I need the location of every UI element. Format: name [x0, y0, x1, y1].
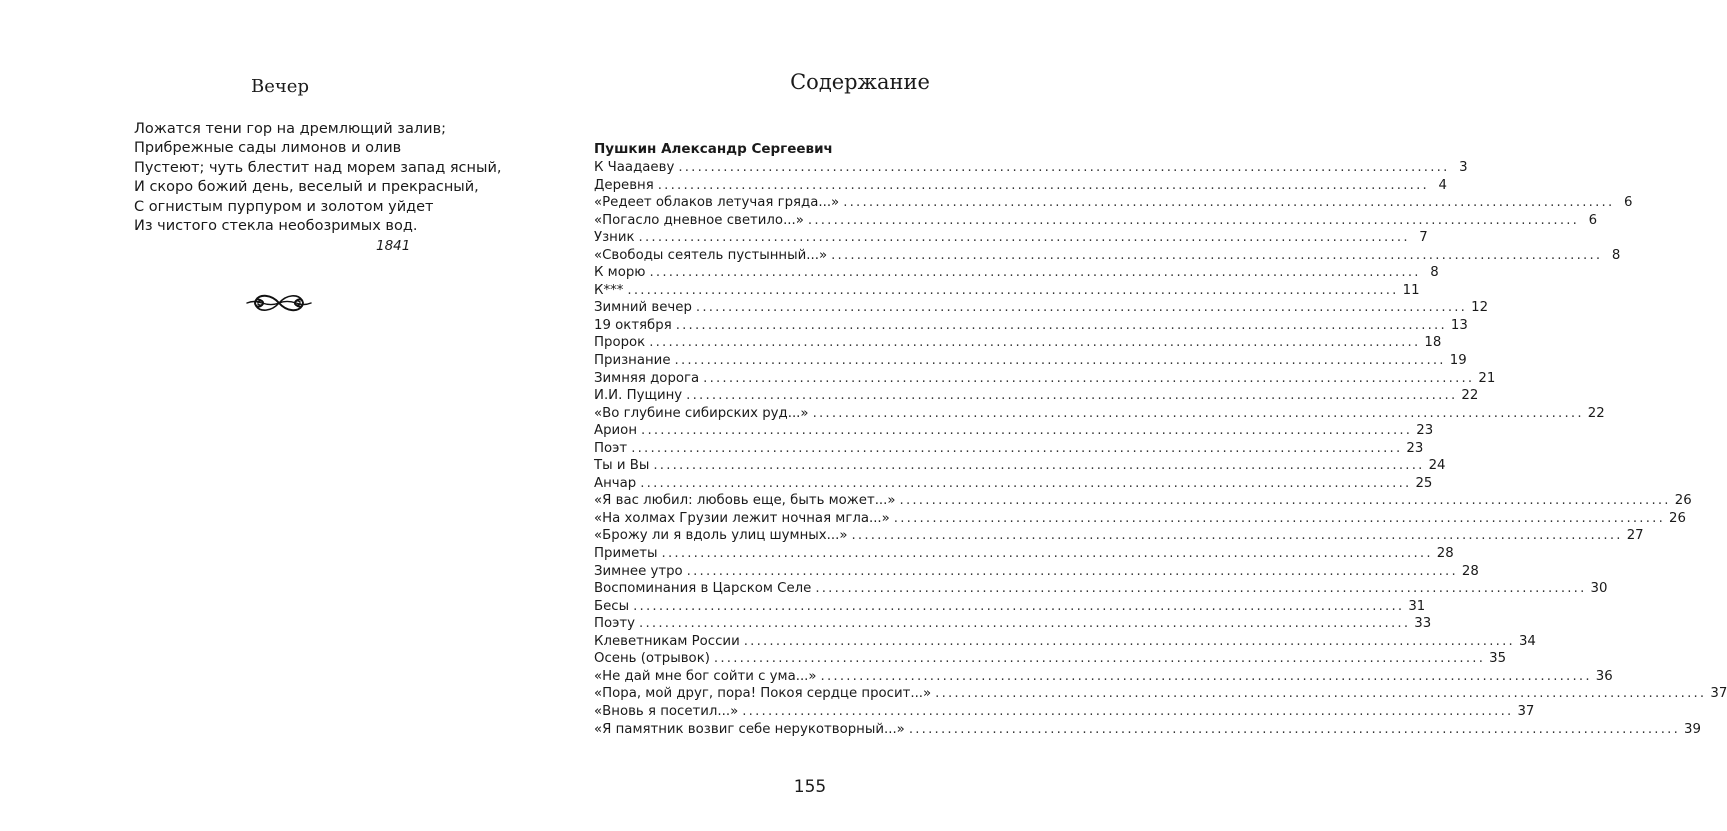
toc-dot-leader: ........................................................................................................................	[657, 177, 1429, 193]
toc-entry-page: 12	[1471, 300, 1489, 316]
toc-entry-title: «Свободы сеятель пустынный...»	[594, 247, 828, 263]
toc-dot-leader: ........................................................................................................................	[686, 388, 1458, 404]
toc-dot-leader: ........................................................................................................................	[815, 581, 1587, 597]
toc-dot-leader: ........................................................................................................................	[686, 563, 1458, 579]
toc-entry-page: 11	[1402, 282, 1420, 298]
contents-title: Содержание	[790, 70, 930, 94]
toc-entry-title: «Я вас любил: любовь еще, быть может...»	[594, 493, 896, 509]
toc-dot-leader: ........................................................................................................................	[674, 353, 1446, 369]
toc-dot-leader: ........................................................................................................................	[639, 616, 1411, 632]
toc-dot-leader: ........................................................................................................................	[675, 317, 1447, 333]
toc-entry	[594, 721, 1701, 739]
toc-entry	[594, 668, 1613, 686]
poem-line: Прибрежные сады лимонов и олив	[134, 140, 402, 157]
toc-dot-leader: ........................................................................................................................	[631, 440, 1403, 456]
toc-dot-leader: ........................................................................................................................	[820, 668, 1592, 684]
toc-entry	[594, 299, 1489, 317]
toc-entry-page: 6	[1588, 212, 1598, 228]
toc-entry-title: 19 октября	[594, 317, 672, 333]
toc-entry-title: К Чаадаеву	[594, 160, 675, 175]
toc-entry	[594, 194, 1633, 212]
toc-entry-page: 35	[1489, 651, 1507, 667]
toc-entry-page: 31	[1408, 598, 1426, 614]
toc-entry	[594, 405, 1605, 423]
toc-entry-title: Признание	[594, 353, 671, 369]
poem-line: Из чистого стекла необозримых вод.	[134, 218, 418, 235]
toc-entry-page: 34	[1518, 633, 1536, 649]
poem-title: Вечер	[251, 76, 309, 97]
poem-line: И скоро божий день, веселый и прекрасный,	[134, 179, 479, 196]
toc-entry-title: К морю	[594, 265, 646, 281]
toc-dot-leader: ........................................................................................................................	[703, 370, 1475, 386]
toc-entry-title: И.И. Пущину	[594, 388, 683, 404]
toc-dot-leader: ........................................................................................................................	[843, 195, 1615, 211]
toc-dot-leader: ........................................................................................................................	[633, 598, 1405, 614]
poem-line: С огнистым пурпуром и золотом уйдет	[134, 198, 434, 215]
poem-line: Пустеют; чуть блестит над морем запад ясный,	[134, 159, 502, 176]
toc-entry-page: 23	[1416, 423, 1434, 439]
toc-entry-title: Поэту	[594, 616, 636, 632]
toc-entry	[594, 387, 1479, 405]
toc-dot-leader: ........................................................................................................................	[627, 282, 1399, 298]
toc-entry	[594, 370, 1496, 388]
toc-dot-leader: ........................................................................................................................	[649, 335, 1421, 351]
toc-entry-title: «Пора, мой друг, пора! Покоя сердце просит...»	[594, 686, 932, 702]
toc-entry-title: Зимняя дорога	[594, 370, 700, 386]
toc-entry-page: 24	[1428, 458, 1446, 474]
toc-entry	[594, 475, 1433, 493]
toc-entry-title: Клеветникам России	[594, 633, 740, 649]
poem-line: Ложатся тени гор на дремлющий залив;	[134, 121, 447, 137]
toc-dot-leader: ........................................................................................................................	[653, 458, 1425, 474]
toc-entry-title: Деревня	[594, 177, 654, 193]
toc-entry-page: 28	[1461, 563, 1479, 579]
toc-entry-page: 7	[1419, 230, 1428, 246]
toc-dot-leader: ........................................................................................................................	[649, 265, 1421, 281]
toc-entry-title: Бесы	[594, 598, 630, 614]
poem-year: 1841	[376, 238, 411, 254]
toc-entry-page: 13	[1450, 317, 1468, 333]
toc-entry-title: «Погасло дневное светило...»	[594, 212, 804, 228]
toc-entry	[594, 440, 1424, 458]
toc-entry	[594, 685, 1727, 703]
toc-entry-page: 26	[1669, 510, 1686, 526]
toc-dot-leader: ........................................................................................................................	[812, 405, 1584, 421]
toc-entry	[594, 563, 1479, 581]
toc-entry-page: 28	[1436, 546, 1454, 562]
toc-entry	[594, 527, 1644, 545]
toc-entry	[594, 317, 1468, 335]
toc-entry	[594, 264, 1439, 282]
toc-dot-leader: ........................................................................................................................	[640, 475, 1412, 491]
toc-entry	[594, 282, 1420, 300]
toc-entry	[594, 545, 1454, 563]
toc-entry-title: «На холмах Грузии лежит ночная мгла...»	[594, 510, 890, 526]
toc-dot-leader: ........................................................................................................................	[695, 300, 1468, 316]
toc-entry	[594, 422, 1434, 440]
toc-entry-title: «Не дай мне бог сойти с ума...»	[594, 668, 817, 684]
toc-entry-title: Ты и Вы	[594, 458, 650, 474]
toc-entry	[594, 334, 1442, 352]
toc-dot-leader: ........................................................................................................................	[661, 546, 1433, 562]
poem-text	[134, 120, 514, 236]
toc-dot-leader: ........................................................................................................................	[678, 160, 1450, 175]
toc-entry-title: Анчар	[594, 475, 637, 491]
toc-entry	[594, 580, 1608, 598]
table-of-contents	[594, 159, 1727, 738]
toc-entry	[594, 247, 1621, 265]
right-page	[540, 0, 1727, 831]
toc-entry	[594, 598, 1426, 616]
toc-entry-page: 8	[1611, 247, 1621, 263]
toc-dot-leader: ........................................................................................................................	[908, 721, 1681, 737]
toc-entry	[594, 633, 1536, 651]
toc-dot-leader: ........................................................................................................................	[935, 686, 1707, 702]
toc-entry-page: 26	[1674, 493, 1692, 509]
toc-dot-leader: ........................................................................................................................	[899, 493, 1671, 509]
toc-entry-page: 33	[1414, 616, 1432, 632]
toc-entry-title: «Редеет облаков летучая гряда...»	[594, 195, 840, 211]
toc-dot-leader: ........................................................................................................................	[641, 423, 1413, 439]
toc-entry	[594, 457, 1446, 475]
toc-entry-page: 27	[1626, 528, 1644, 544]
toc-entry	[594, 159, 1468, 177]
toc-entry	[594, 177, 1447, 195]
toc-entry-title: Приметы	[594, 546, 658, 562]
toc-entry-title: Пророк	[594, 335, 646, 351]
toc-dot-leader: ........................................................................................................................	[638, 230, 1410, 246]
toc-entry-page: 22	[1587, 405, 1605, 421]
toc-entry-page: 37	[1710, 686, 1727, 702]
toc-entry-title: Зимнее утро	[594, 563, 683, 579]
toc-entry	[594, 615, 1432, 633]
toc-entry-title: Воспоминания в Царском Селе	[594, 581, 812, 597]
toc-entry-title: «Во глубине сибирских руд...»	[594, 405, 809, 421]
toc-entry	[594, 229, 1428, 247]
toc-entry-page: 36	[1595, 668, 1613, 684]
toc-entry-page: 4	[1438, 177, 1447, 193]
toc-entry	[594, 510, 1686, 528]
toc-entry	[594, 703, 1535, 721]
toc-dot-leader: ........................................................................................................................	[831, 247, 1603, 263]
toc-entry-page: 39	[1684, 721, 1701, 737]
page-number: 155	[793, 777, 827, 797]
toc-entry-title: Осень (отрывок)	[594, 651, 710, 667]
toc-dot-leader: ........................................................................................................................	[713, 651, 1486, 667]
toc-entry	[594, 352, 1467, 370]
toc-entry-page: 37	[1517, 703, 1535, 719]
toc-dot-leader: ........................................................................................................................	[742, 703, 1514, 719]
toc-entry-page: 21	[1478, 370, 1496, 386]
toc-entry-page: 6	[1623, 195, 1633, 211]
toc-entry-title: Зимний вечер	[594, 300, 692, 316]
toc-entry-page: 8	[1430, 265, 1439, 281]
flourish-ornament-icon	[244, 290, 314, 321]
toc-entry-title: «Вновь я посетил...»	[594, 703, 739, 719]
toc-entry-page: 19	[1449, 353, 1467, 369]
left-page	[0, 0, 540, 831]
toc-entry-page: 25	[1415, 475, 1433, 491]
toc-dot-leader: ........................................................................................................................	[851, 528, 1623, 544]
toc-entry	[594, 212, 1598, 230]
toc-entry-title: К***	[594, 282, 624, 298]
author-heading: Пушкин Александр Сергеевич	[594, 141, 833, 157]
toc-entry-title: Узник	[594, 230, 635, 246]
toc-entry-page: 23	[1406, 440, 1424, 456]
toc-entry-page: 30	[1590, 581, 1608, 597]
toc-dot-leader: ........................................................................................................................	[807, 212, 1580, 228]
toc-entry-title: «Я памятник возвиг себе нерукотворный...»	[594, 721, 905, 737]
toc-entry-page: 3	[1459, 160, 1468, 175]
toc-dot-leader: ........................................................................................................................	[743, 633, 1515, 649]
toc-entry-title: Арион	[594, 423, 638, 439]
toc-entry-page: 18	[1424, 335, 1442, 351]
toc-entry	[594, 650, 1507, 668]
toc-dot-leader: ........................................................................................................................	[893, 510, 1666, 526]
toc-entry-page: 22	[1461, 388, 1479, 404]
toc-entry	[594, 492, 1692, 510]
toc-entry-title: «Брожу ли я вдоль улиц шумных...»	[594, 528, 848, 544]
toc-entry-title: Поэт	[594, 440, 628, 456]
